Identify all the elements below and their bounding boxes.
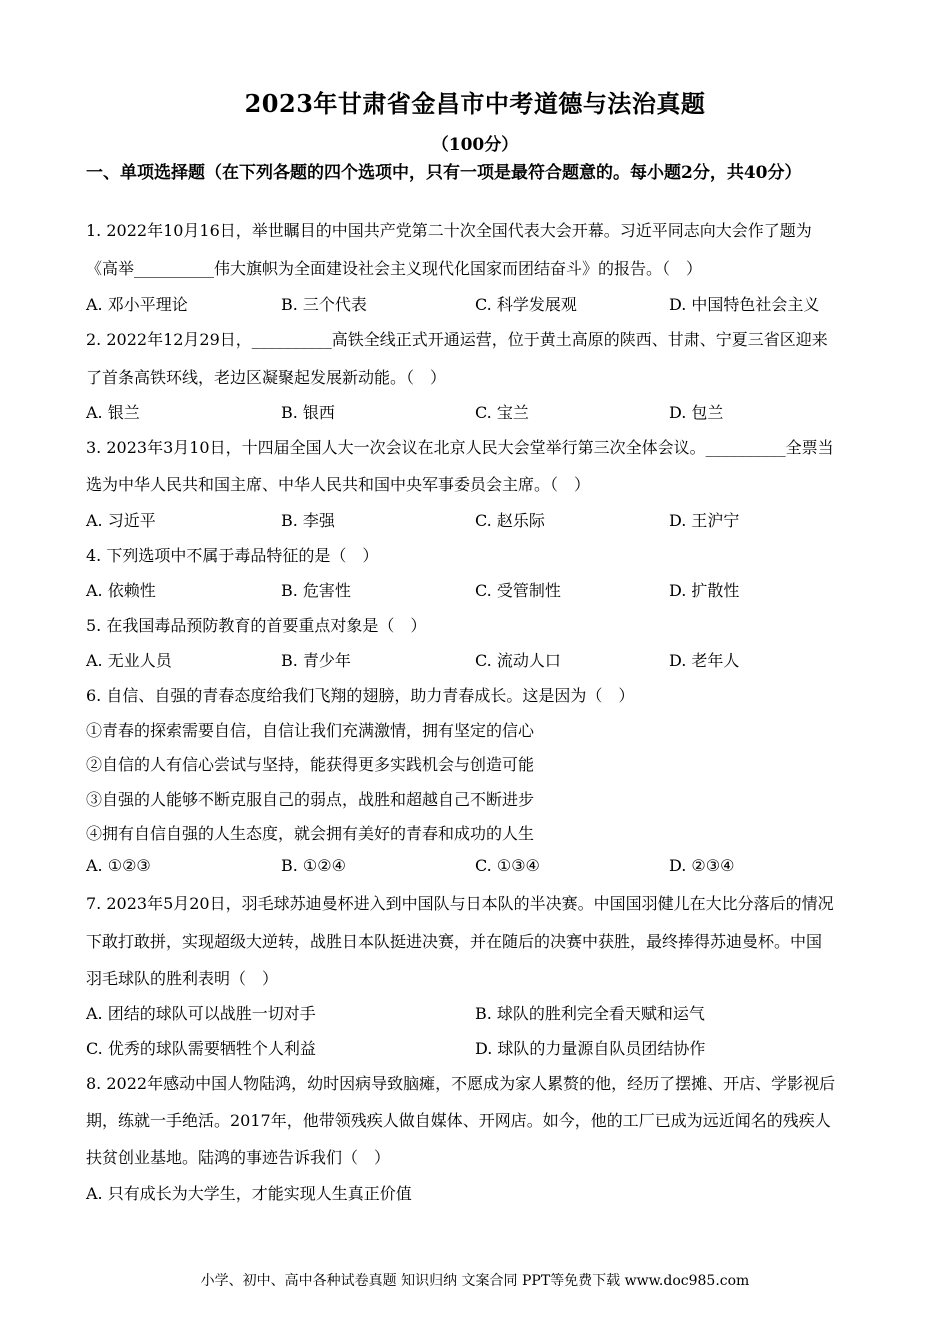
page-title: 2023年甘肃省金昌市中考道德与法治真题 [244,89,706,118]
question-6-option-c: C. ①③④ [475,856,540,875]
question-1-option-b: B. 三个代表 [281,295,367,314]
question-2-line-1: 2. 2022年12月29日，__________高铁全线正式开通运营，位于黄土高原的陕西、甘肃、宁夏三省区迎来 [86,330,828,349]
question-1-option-c: C. 科学发展观 [475,295,577,314]
question-2-option-a: A. 银兰 [86,403,140,422]
question-8-line-1: 8. 2022年感动中国人物陆鸿，幼时因病导致脑瘫，不愿成为家人累赘的他，经历了摆摊、开店、学影视后 [86,1074,836,1093]
question-6-line-1: 6. 自信、自强的青春态度给我们飞翔的翅膀，助力青春成长。这是因为（ ） [86,686,635,705]
question-1-option-d: D. 中国特色社会主义 [669,295,820,314]
question-6-statement-4: ④拥有自信自强的人生态度，就会拥有美好的青春和成功的人生 [86,824,535,843]
question-7-option-b: B. 球队的胜利完全看天赋和运气 [475,1004,705,1023]
question-7-line-2: 下敢打敢拼，实现超级大逆转，战胜日本队挺进决赛，并在随后的决赛中获胜，最终捧得苏迪曼杯。中国 [86,932,823,951]
question-7-line-1: 7. 2023年5月20日，羽毛球苏迪曼杯进入到中国队与日本队的半决赛。中国国羽健儿在大比分落后的情况 [86,894,834,913]
section-heading: 一、单项选择题（在下列各题的四个选项中，只有一项是最符合题意的。每小题2分，共40分） [86,163,802,183]
question-3-line-2: 选为中华人民共和国主席、中华人民共和国中央军事委员会主席。（ ） [86,475,591,494]
question-5-option-d: D. 老年人 [669,651,740,670]
question-6-statement-2: ②自信的人有信心尝试与坚持，能获得更多实践机会与创造可能 [86,755,535,774]
question-4-option-c: C. 受管制性 [475,581,561,600]
question-5-option-c: C. 流动人口 [475,651,561,670]
question-1-line-1: 1. 2022年10月16日，举世瞩目的中国共产党第二十次全国代表大会开幕。习近平同志向大会作了题为 [86,221,812,240]
question-3-line-1: 3. 2023年3月10日，十四届全国人大一次会议在北京人民大会堂举行第三次全体会议。__________全票当 [86,438,834,457]
question-3-option-a: A. 习近平 [86,511,156,530]
total-score: （100分） [431,135,519,155]
question-2-option-b: B. 银西 [281,403,335,422]
question-4-option-b: B. 危害性 [281,581,351,600]
question-3-option-b: B. 李强 [281,511,335,530]
question-6-statement-1: ①青春的探索需要自信，自信让我们充满激情，拥有坚定的信心 [86,721,535,740]
question-1-line-2: 《高举__________伟大旗帜为全面建设社会主义现代化国家而团结奋斗》的报告。（ ） [86,259,703,278]
question-3-option-d: D. 王沪宁 [669,511,740,530]
question-6-option-a: A. ①②③ [86,856,151,875]
question-8-line-3: 扶贫创业基地。陆鸿的事迹告诉我们（ ） [86,1148,391,1167]
question-5-option-a: A. 无业人员 [86,651,172,670]
question-6-option-b: B. ①②④ [281,856,346,875]
page-footer: 小学、初中、高中各种试卷真题 知识归纳 文案合同 PPT等免费下载 www.doc985.com [200,1273,750,1289]
question-4-option-d: D. 扩散性 [669,581,740,600]
question-4-line-1: 4. 下列选项中不属于毒品特征的是（ ） [86,546,379,565]
question-4-option-a: A. 依赖性 [86,581,156,600]
question-2-option-c: C. 宝兰 [475,403,529,422]
question-1-option-a: A. 邓小平理论 [86,295,188,314]
question-2-line-2: 了首条高铁环线，老边区凝聚起发展新动能。（ ） [86,368,447,387]
question-5-line-1: 5. 在我国毒品预防教育的首要重点对象是（ ） [86,616,427,635]
question-2-option-d: D. 包兰 [669,403,724,422]
question-7-line-3: 羽毛球队的胜利表明（ ） [86,969,279,988]
question-7-option-c: C. 优秀的球队需要牺牲个人利益 [86,1039,316,1058]
question-7-option-a: A. 团结的球队可以战胜一切对手 [86,1004,316,1023]
question-3-option-c: C. 赵乐际 [475,511,545,530]
question-5-option-b: B. 青少年 [281,651,351,670]
question-6-option-d: D. ②③④ [669,856,735,875]
question-7-option-d: D. 球队的力量源自队员团结协作 [475,1039,706,1058]
question-8-line-2: 期，练就一手绝活。2017年，他带领残疾人做自媒体、开网店。如今，他的工厂已成为远近闻名的残疾人 [86,1111,831,1130]
question-6-statement-3: ③自强的人能够不断克服自己的弱点，战胜和超越自己不断进步 [86,790,535,809]
question-8-option-a: A. 只有成长为大学生，才能实现人生真正价值 [86,1184,412,1203]
